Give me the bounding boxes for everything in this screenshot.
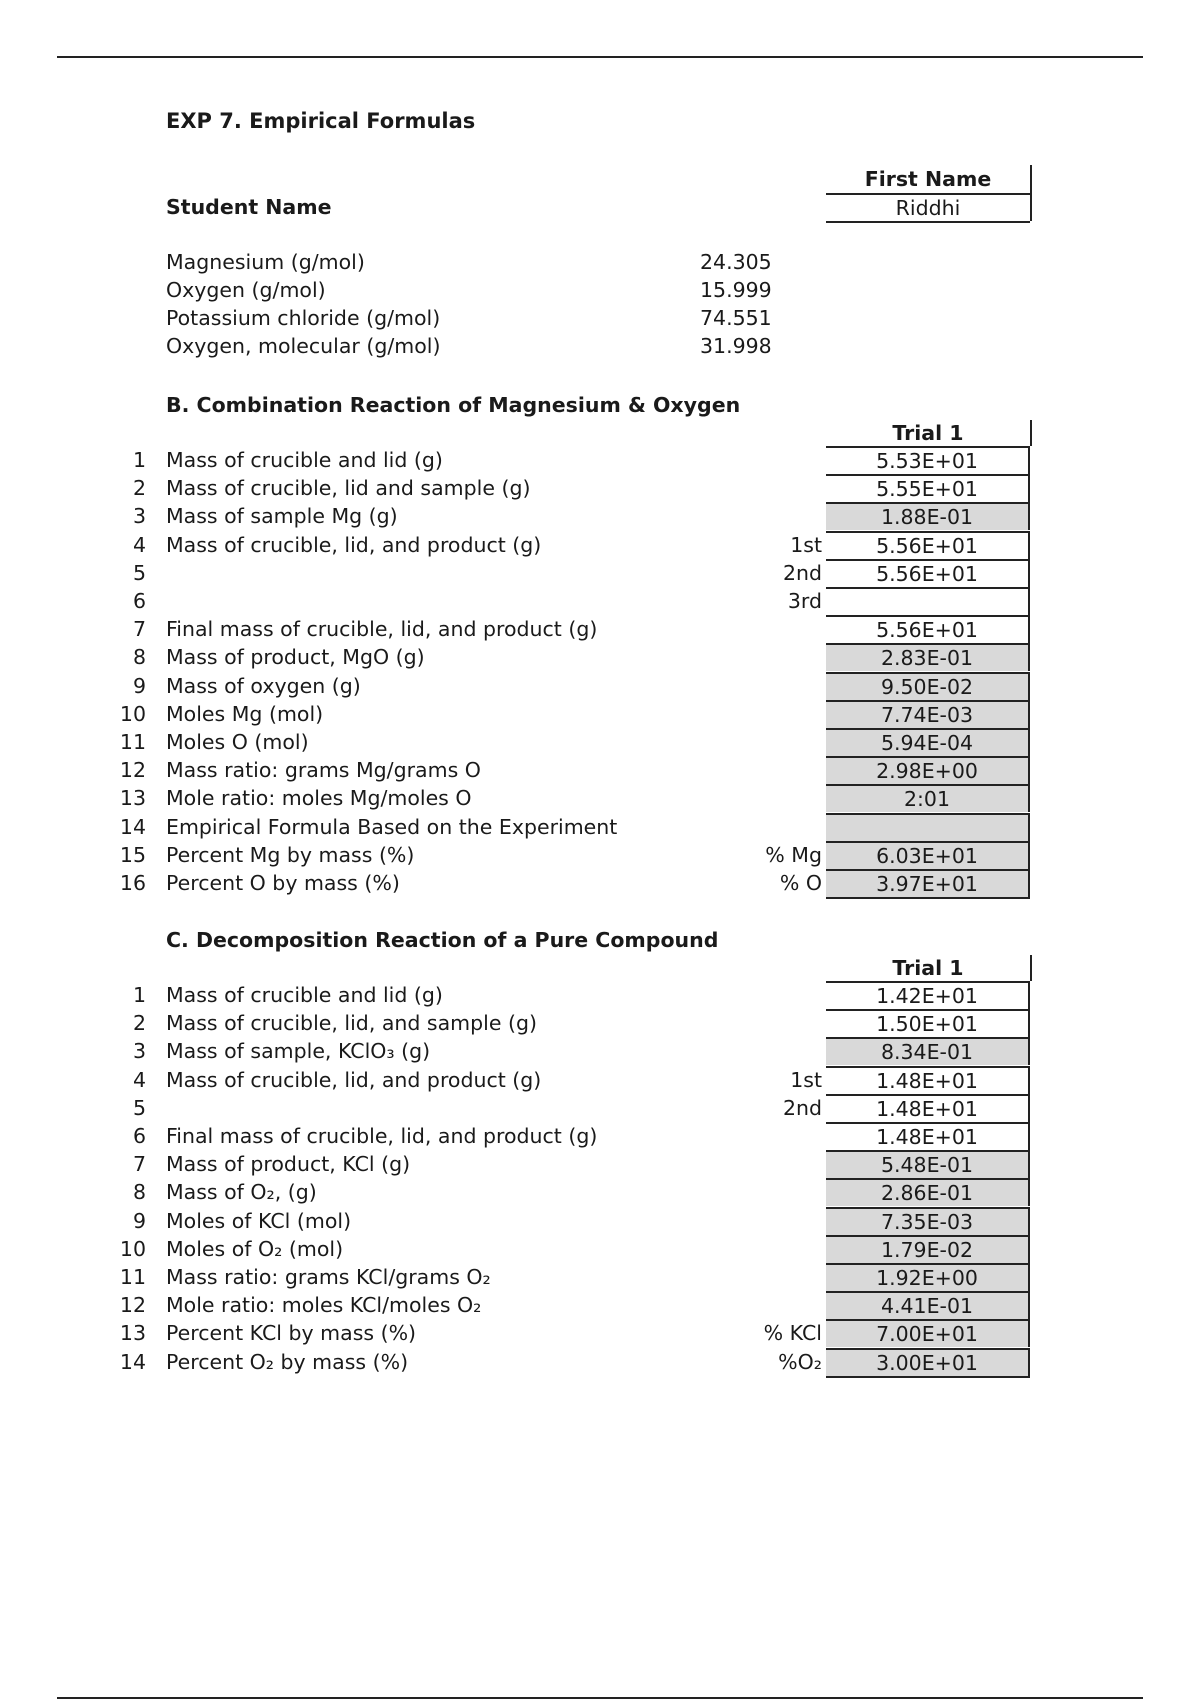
- table-row: [0, 531, 1200, 559]
- trial-value-cell: 2.83E-01: [826, 643, 1030, 671]
- row-label: Mass of crucible, lid, and sample (g): [166, 1011, 537, 1036]
- trial-value-cell: 2.86E-01: [826, 1178, 1030, 1206]
- trial-value-cell: 7.74E-03: [826, 700, 1030, 728]
- row-number: 6: [132, 589, 146, 613]
- student-name-label: Student Name: [166, 195, 332, 219]
- trial-value-cell: 5.56E+01: [826, 559, 1030, 587]
- table-row: [0, 841, 1200, 869]
- row-prefix: % KCl: [763, 1321, 822, 1346]
- table-row: [0, 1037, 1200, 1065]
- table-row: [0, 474, 1200, 502]
- row-label: Mass of crucible, lid, and product (g): [166, 532, 542, 557]
- row-prefix: % Mg: [765, 842, 822, 867]
- row-label: Moles of O₂ (mol): [166, 1236, 344, 1261]
- row-label: Mass of O₂, (g): [166, 1180, 317, 1205]
- constant-name: Magnesium (g/mol): [166, 250, 365, 274]
- row-number: 11: [119, 730, 146, 754]
- trial-value-cell: 1.48E+01: [826, 1094, 1030, 1122]
- row-number: 12: [119, 758, 146, 783]
- table-row: [0, 813, 1200, 841]
- section-c-title: C. Decomposition Reaction of a Pure Compound: [166, 928, 719, 952]
- trial-value-cell: 1.50E+01: [826, 1009, 1030, 1037]
- table-row: [0, 672, 1200, 700]
- row-label: Mole ratio: moles KCl/moles O₂: [166, 1293, 482, 1318]
- trial-value-cell: 9.50E-02: [826, 672, 1030, 700]
- row-number: 14: [119, 814, 146, 839]
- bottom-rule: [57, 1697, 1143, 1699]
- row-label: Final mass of crucible, lid, and product (g): [166, 1124, 598, 1148]
- row-number: 13: [119, 1321, 146, 1346]
- row-label: Mass of product, KCl (g): [166, 1152, 411, 1177]
- table-row: [0, 1122, 1200, 1150]
- trial-value-cell: 1.48E+01: [826, 1066, 1030, 1094]
- row-number: 10: [119, 1236, 146, 1261]
- row-prefix: 3rd: [787, 589, 822, 613]
- first-name-header: First Name: [826, 165, 1030, 195]
- row-label: Mass ratio: grams KCl/grams O₂: [166, 1265, 491, 1289]
- section-c-trial-header: Trial 1: [826, 955, 1032, 981]
- table-row: [0, 587, 1200, 615]
- row-label: Mass of oxygen (g): [166, 673, 361, 698]
- trial-value-cell: 5.56E+01: [826, 615, 1030, 643]
- row-prefix: 1st: [790, 532, 822, 557]
- table-row: [0, 784, 1200, 812]
- table-bottom-border: [826, 1376, 1030, 1378]
- trial-value-cell: 5.56E+01: [826, 531, 1030, 559]
- row-label: Final mass of crucible, lid, and product (g): [166, 617, 598, 642]
- trial-value-cell: 1.42E+01: [826, 981, 1030, 1009]
- trial-value-cell: 1.48E+01: [826, 1122, 1030, 1150]
- table-row: [0, 446, 1200, 474]
- row-label: Percent O by mass (%): [166, 871, 400, 895]
- table-row: [0, 700, 1200, 728]
- trial-value-cell: [826, 813, 1030, 841]
- table-row: [0, 643, 1200, 671]
- section-b-title: B. Combination Reaction of Magnesium & Oxygen: [166, 393, 741, 417]
- row-label: Empirical Formula Based on the Experiment: [166, 814, 618, 839]
- row-number: 15: [119, 842, 146, 867]
- row-prefix: 2nd: [782, 1095, 822, 1120]
- row-number: 14: [119, 1349, 146, 1374]
- row-label: Mass of crucible and lid (g): [166, 448, 443, 472]
- page-title: EXP 7. Empirical Formulas: [166, 109, 476, 133]
- constant-value: 15.999: [700, 278, 772, 302]
- row-label: Mass of sample, KClO₃ (g): [166, 1039, 431, 1064]
- trial-value-cell: [826, 587, 1030, 615]
- table-row: [0, 615, 1200, 643]
- row-number: 4: [132, 532, 146, 557]
- table-row: [0, 1348, 1200, 1376]
- table-row: [0, 1094, 1200, 1122]
- trial-value-cell: 5.48E-01: [826, 1150, 1030, 1178]
- constant-value: 74.551: [700, 306, 772, 330]
- table-row: [0, 559, 1200, 587]
- table-bottom-border: [826, 897, 1030, 899]
- row-label: Mass of crucible, lid, and product (g): [166, 1067, 542, 1092]
- row-label: Mass of crucible, lid and sample (g): [166, 476, 531, 501]
- row-label: Mass ratio: grams Mg/grams O: [166, 758, 481, 783]
- table-row: [0, 1291, 1200, 1319]
- row-label: Mole ratio: moles Mg/moles O: [166, 786, 472, 811]
- row-number: 1: [132, 448, 146, 472]
- trial-value-cell: 3.97E+01: [826, 869, 1030, 897]
- trial-value-cell: 5.94E-04: [826, 728, 1030, 756]
- trial-value-cell: 2:01: [826, 784, 1030, 812]
- table-row: [0, 1235, 1200, 1263]
- trial-value-cell: 1.92E+00: [826, 1263, 1030, 1291]
- row-label: Mass of product, MgO (g): [166, 645, 425, 670]
- section-b-trial-header: Trial 1: [826, 420, 1032, 446]
- row-number: 1: [132, 983, 146, 1007]
- row-prefix: 2nd: [782, 560, 822, 585]
- table-row: [0, 1009, 1200, 1037]
- trial-value-cell: 4.41E-01: [826, 1291, 1030, 1319]
- row-number: 5: [132, 1095, 146, 1120]
- row-number: 11: [119, 1265, 146, 1289]
- row-label: Percent KCl by mass (%): [166, 1321, 417, 1346]
- table-row: [0, 1178, 1200, 1206]
- table-row: [0, 502, 1200, 530]
- first-name-value: Riddhi: [826, 195, 1030, 223]
- table-row: [0, 981, 1200, 1009]
- constant-name: Oxygen (g/mol): [166, 278, 326, 302]
- trial-value-cell: 2.98E+00: [826, 756, 1030, 784]
- table-row: [0, 1207, 1200, 1235]
- table-row: [0, 1066, 1200, 1094]
- row-number: 3: [132, 1039, 146, 1064]
- top-rule: [57, 56, 1143, 58]
- row-number: 4: [132, 1067, 146, 1092]
- row-number: 2: [132, 476, 146, 501]
- row-number: 10: [119, 701, 146, 726]
- row-label: Percent O₂ by mass (%): [166, 1349, 409, 1374]
- row-label: Percent Mg by mass (%): [166, 842, 415, 867]
- trial-value-cell: 1.79E-02: [826, 1235, 1030, 1263]
- row-prefix: %O₂: [778, 1349, 822, 1374]
- row-number: 8: [132, 645, 146, 670]
- table-row: [0, 1263, 1200, 1291]
- row-prefix: % O: [779, 871, 822, 895]
- row-label: Moles of KCl (mol): [166, 1208, 352, 1233]
- trial-value-cell: 3.00E+01: [826, 1348, 1030, 1376]
- table-row: [0, 756, 1200, 784]
- row-number: 6: [132, 1124, 146, 1148]
- constant-value: 24.305: [700, 250, 772, 274]
- constant-name: Potassium chloride (g/mol): [166, 306, 441, 330]
- trial-value-cell: 8.34E-01: [826, 1037, 1030, 1065]
- constant-name: Oxygen, molecular (g/mol): [166, 334, 441, 358]
- row-label: Moles O (mol): [166, 730, 309, 754]
- row-number: 3: [132, 504, 146, 529]
- row-number: 8: [132, 1180, 146, 1205]
- row-number: 2: [132, 1011, 146, 1036]
- constant-value: 31.998: [700, 334, 772, 358]
- trial-value-cell: 1.88E-01: [826, 502, 1030, 530]
- row-number: 7: [132, 1152, 146, 1177]
- row-label: Moles Mg (mol): [166, 701, 324, 726]
- row-prefix: 1st: [790, 1067, 822, 1092]
- row-number: 7: [132, 617, 146, 642]
- trial-value-cell: 7.00E+01: [826, 1319, 1030, 1347]
- table-row: [0, 1319, 1200, 1347]
- trial-value-cell: 5.55E+01: [826, 474, 1030, 502]
- trial-value-cell: 6.03E+01: [826, 841, 1030, 869]
- table-row: [0, 728, 1200, 756]
- student-name-box: [826, 165, 1032, 221]
- row-label: Mass of sample Mg (g): [166, 504, 398, 529]
- row-number: 9: [132, 673, 146, 698]
- row-number: 5: [132, 560, 146, 585]
- trial-value-cell: 7.35E-03: [826, 1207, 1030, 1235]
- table-row: [0, 869, 1200, 897]
- table-row: [0, 1150, 1200, 1178]
- row-number: 9: [132, 1208, 146, 1233]
- row-number: 16: [119, 871, 146, 895]
- row-number: 12: [119, 1293, 146, 1318]
- row-label: Mass of crucible and lid (g): [166, 983, 443, 1007]
- trial-value-cell: 5.53E+01: [826, 446, 1030, 474]
- row-number: 13: [119, 786, 146, 811]
